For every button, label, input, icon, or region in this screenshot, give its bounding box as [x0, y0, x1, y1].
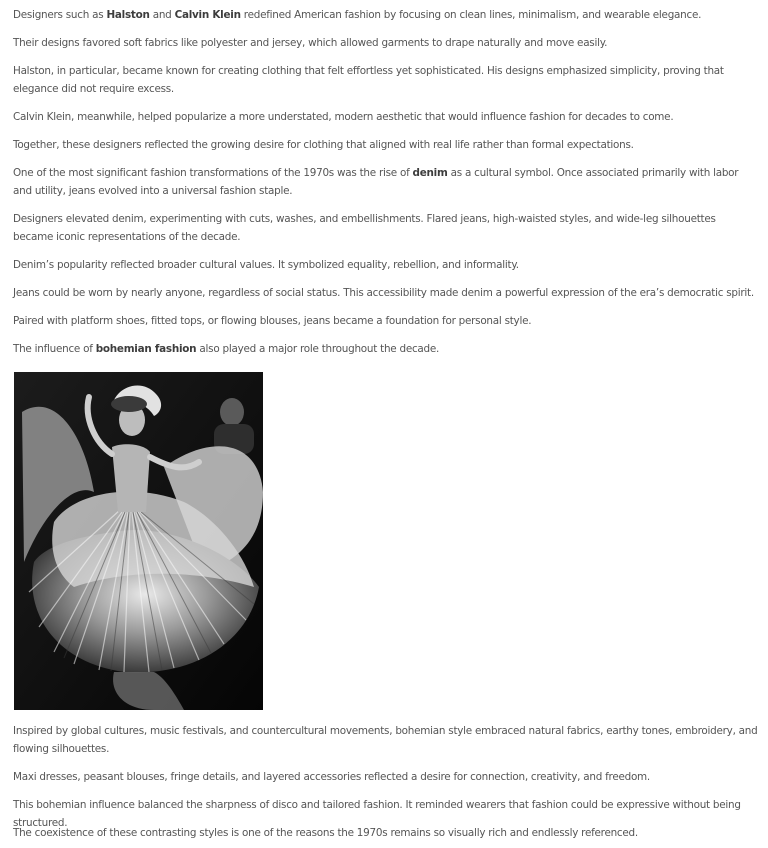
paragraph-fabrics: Their designs favored soft fabrics like polyester and jersey, which allowed garments to drape naturally and move easily. — [13, 37, 608, 49]
paragraph-coexistence: The coexistence of these contrasting styles is one of the reasons the 1970s remains so visually rich and endlessly referenced. — [13, 827, 638, 839]
paragraph-together: Together, these designers reflected the growing desire for clothing that aligned with real life rather than formal expectations. — [13, 139, 634, 151]
paragraph-jeans-accessibility: Jeans could be worn by nearly anyone, regardless of social status. This accessibility made denim a powerful expression of the era’s democratic spirit. — [13, 287, 754, 299]
dancer-photo-illustration — [14, 372, 263, 710]
text-span: redefined American fashion by focusing on clean lines, minimalism, and wearable elegance. — [240, 9, 702, 21]
dancer-photo — [14, 372, 263, 710]
bold-denim: denim — [412, 167, 448, 179]
bold-calvin-klein: Calvin Klein — [174, 9, 241, 21]
text-span: also played a major role throughout the decade. — [196, 343, 440, 355]
paragraph-bohemian-inspired: Inspired by global cultures, music festivals, and countercultural movements, bohemian style embraced natural fabrics, earthy tones, embroidery, and flowing silhouettes. — [13, 725, 758, 755]
bold-bohemian-fashion: bohemian fashion — [95, 343, 197, 355]
bold-halston: Halston — [106, 9, 150, 21]
paragraph-designers-denim: Designers elevated denim, experimenting with cuts, washes, and embellishments. Flared jeans, high-waisted styles, and wide-leg silhouettes became iconic representations of the decade. — [13, 213, 716, 243]
paragraph-calvin-klein: Calvin Klein, meanwhile, helped popularize a more understated, modern aesthetic that would influence fashion for decades to come. — [13, 111, 674, 123]
text-span: and — [149, 9, 175, 21]
text-span: Designers such as — [13, 9, 107, 21]
paragraph-designers — [13, 6, 701, 24]
paragraph-denim-rise — [13, 164, 758, 200]
text-span: The influence of — [13, 343, 96, 355]
paragraph-balance: This bohemian influence balanced the sharpness of disco and tailored fashion. It reminded wearers that fashion could be expressive without being structured. — [13, 799, 741, 829]
paragraph-bohemian-intro — [13, 340, 439, 358]
paragraph-denim-popularity: Denim’s popularity reflected broader cultural values. It symbolized equality, rebellion, and informality. — [13, 259, 519, 271]
paragraph-paired: Paired with platform shoes, fitted tops, or flowing blouses, jeans became a foundation for personal style. — [13, 315, 532, 327]
paragraph-maxi-dresses: Maxi dresses, peasant blouses, fringe details, and layered accessories reflected a desire for connection, creativity, and freedom. — [13, 771, 650, 783]
text-span: as a cultural symbol. Once associated primarily with labor and utility, jeans evolved into a universal fashion staple. — [13, 167, 739, 197]
text-span: One of the most significant fashion transformations of the 1970s was the rise of — [13, 167, 413, 179]
paragraph-halston: Halston, in particular, became known for creating clothing that felt effortless yet sophisticated. His designs emphasized simplicity, proving that elegance did not require excess. — [13, 65, 724, 95]
